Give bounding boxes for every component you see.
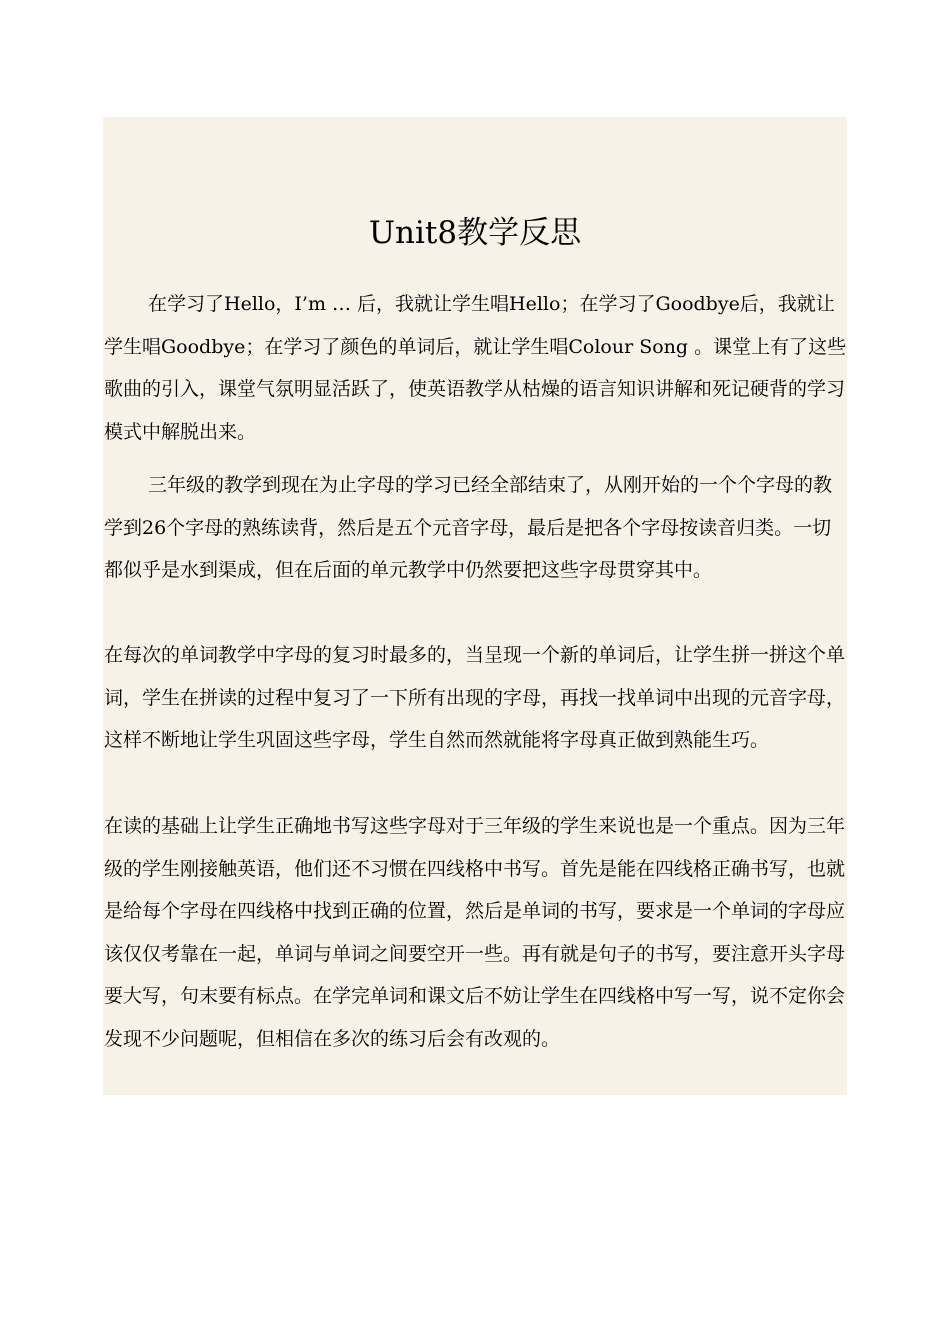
document-title: Unit8教学反思 bbox=[368, 215, 582, 251]
paragraph-songs: 在学习了Hello，I’m … 后，我就让学生唱Hello；在学习了Goodbye后，我就让学生唱Goodbye；在学习了颜色的单词后，就让学生唱Colour Song 。课堂上有了这些歌曲的引入，课堂气氛明显活跃了，使英语教学从枯燥的语言知识讲解和死记硬背的学习模式中解脱出来。 bbox=[104, 293, 847, 443]
paragraph-letters: 三年级的教学到现在为止字母的学习已经全部结束了，从刚开始的一个个字母的教学到26个字母的熟练读背，然后是五个元音字母，最后是把各个字母按读音归类。一切都似乎是水到渠成，但在后面的单元教学中仍然要把这些字母贯穿其中。 bbox=[104, 474, 833, 582]
paragraph-word-review: 在每次的单词教学中字母的复习时最多的，当呈现一个新的单词后，让学生拼一拼这个单词，学生在拼读的过程中复习了一下所有出现的字母，再找一找单词中出现的元音字母，这样不断地让学生巩固这些字母，学生自然而然就能将字母真正做到熟能生巧。 bbox=[104, 644, 846, 752]
paragraph-writing: 在读的基础上让学生正确地书写这些字母对于三年级的学生来说也是一个重点。因为三年级的学生刚接触英语，他们还不习惯在四线格中书写。首先是能在四线格正确书写，也就是给每个字母在四线格中找到正确的位置，然后是单词的书写，要求是一个单词的字母应该仅仅考靠在一起，单词与单词之间要空开一些。再有就是句子的书写，要注意开头字母要大写，句末要有标点。在学完单词和课文后不妨让学生在四线格中写一写，说不定你会发现不少问题呢，但相信在多次的练习后会有改观的。 bbox=[104, 815, 846, 1050]
